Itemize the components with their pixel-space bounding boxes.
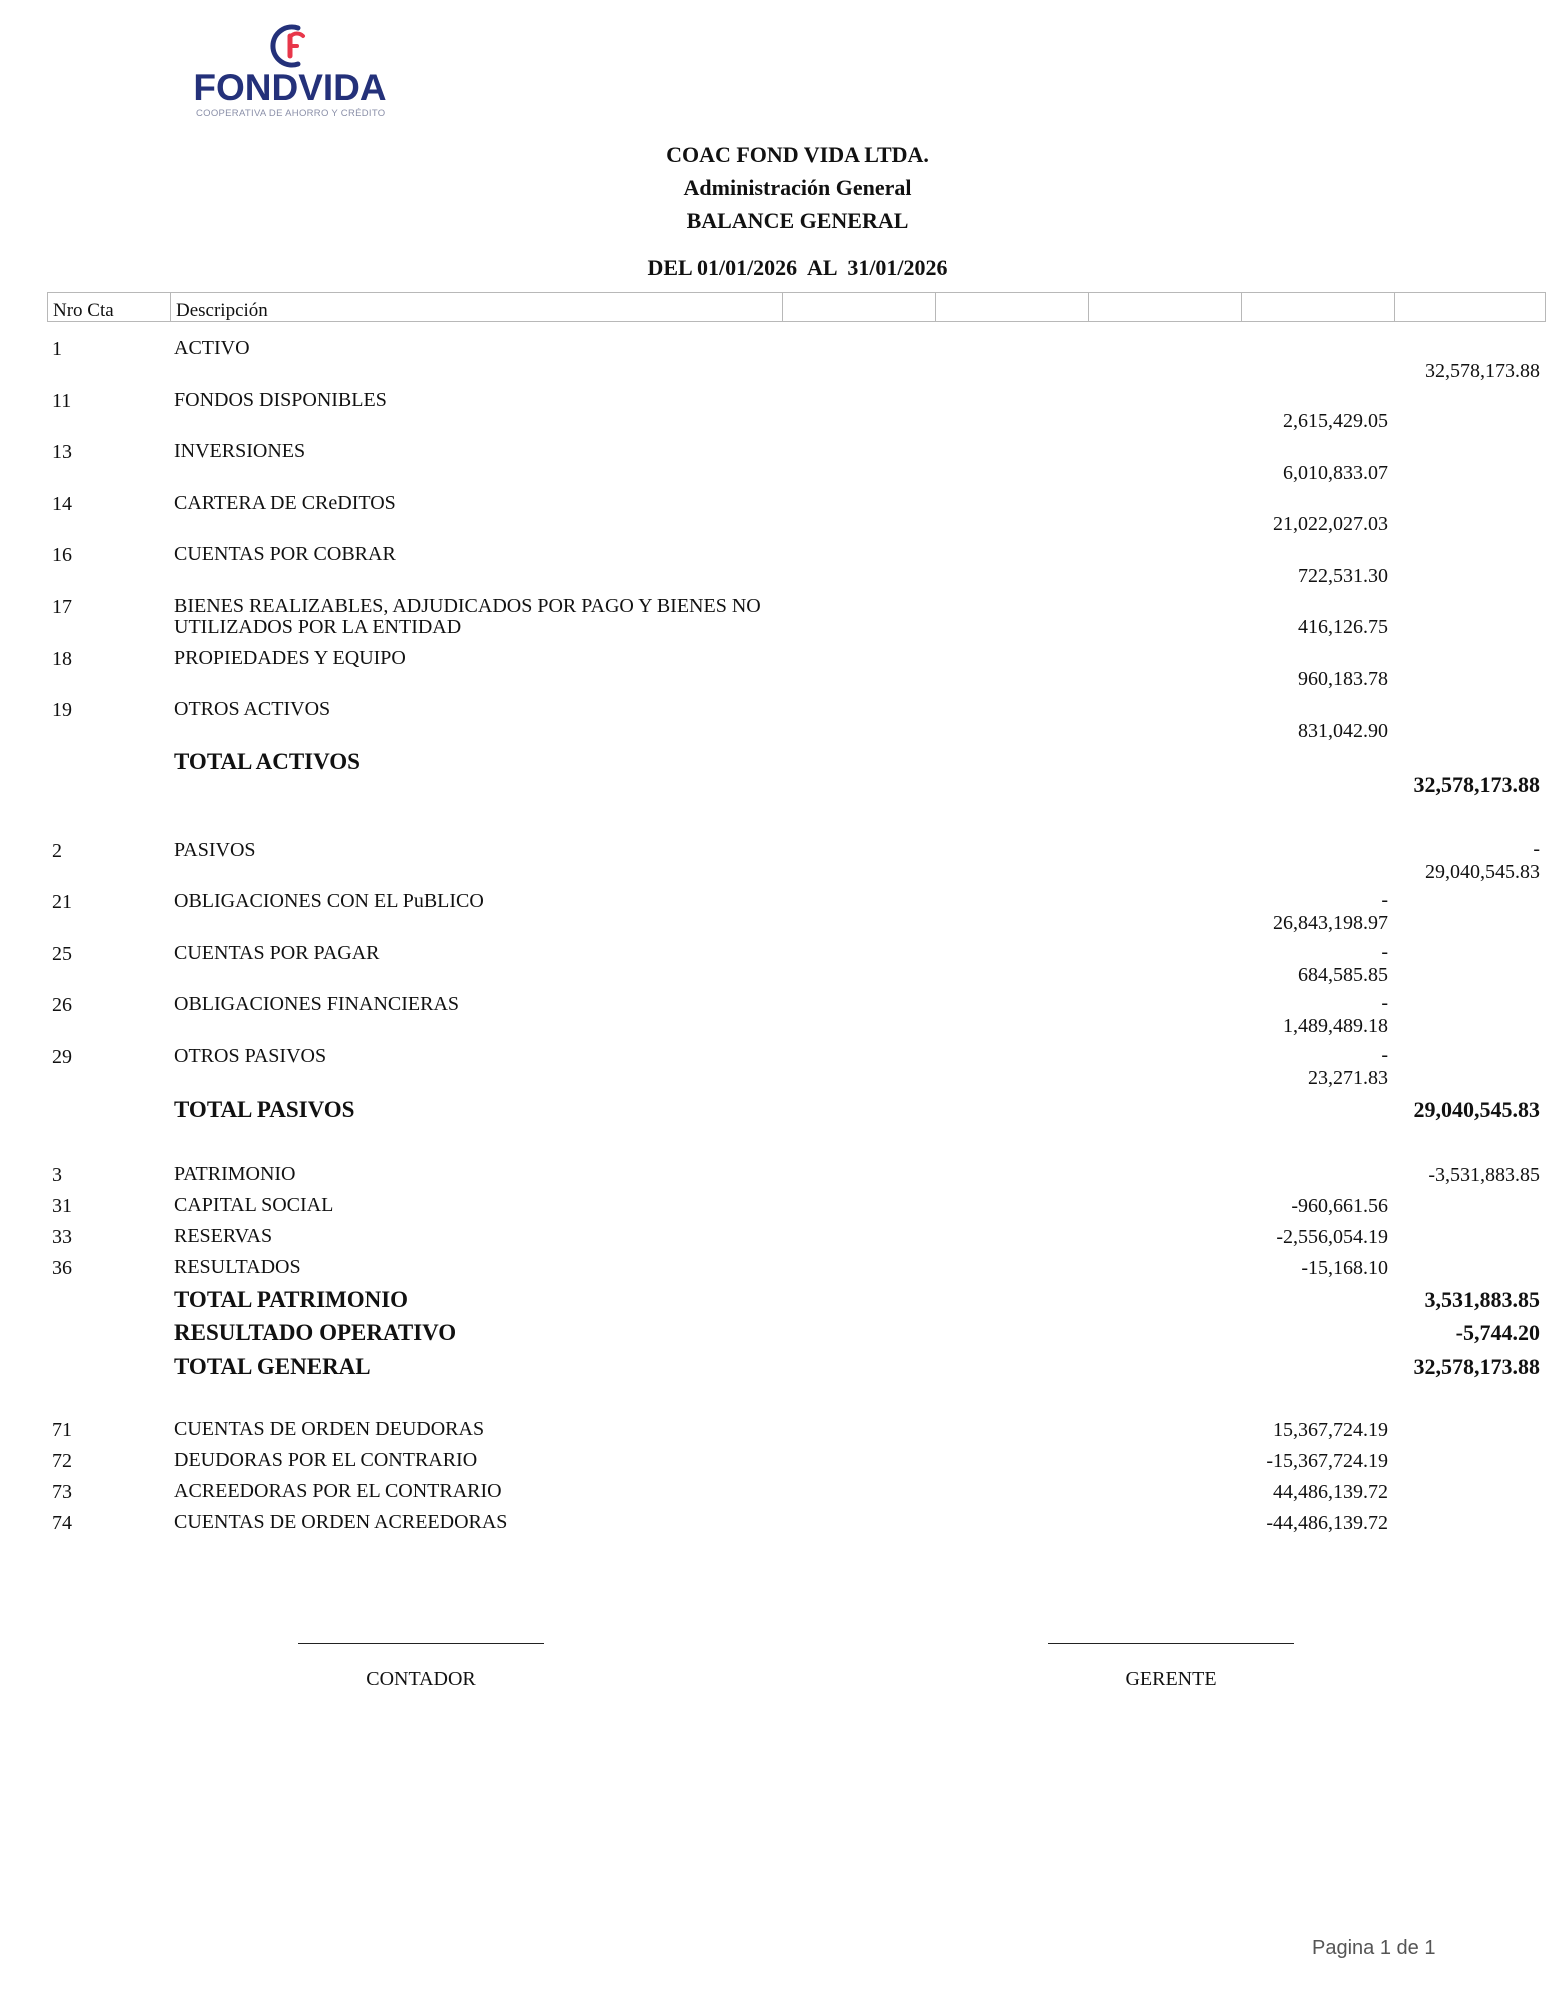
account-value: -15,367,724.19 — [1266, 1450, 1388, 1472]
account-number: 14 — [52, 493, 72, 515]
account-number: 11 — [52, 390, 72, 412]
department: Administración General — [683, 175, 912, 200]
account-description: OTROS PASIVOS — [174, 1045, 327, 1067]
account-value: 32,578,173.88 — [1425, 360, 1540, 382]
account-value: 15,367,724.19 — [1273, 1419, 1388, 1441]
account-description: CARTERA DE CReDITOS — [174, 492, 396, 514]
signature-label-contador: CONTADOR — [366, 1668, 476, 1690]
account-description: DEUDORAS POR EL CONTRARIO — [174, 1449, 478, 1471]
account-value: 1,489,489.18 — [1283, 1015, 1388, 1037]
account-number: 25 — [52, 943, 72, 965]
account-value: 44,486,139.72 — [1273, 1481, 1388, 1503]
negative-sign: - — [1381, 1044, 1388, 1066]
page-number: Pagina 1 de 1 — [1312, 1937, 1436, 1959]
account-number: 71 — [52, 1419, 72, 1441]
account-value: -2,556,054.19 — [1276, 1226, 1388, 1248]
column-descripcion: Descripción — [171, 293, 783, 321]
report-period: DEL 01/01/2026 AL 31/01/2026 — [647, 255, 948, 280]
account-description: PASIVOS — [174, 839, 256, 861]
column-empty — [936, 293, 1089, 321]
signature-label-gerente: GERENTE — [1125, 1668, 1217, 1690]
total-label: RESULTADO OPERATIVO — [174, 1320, 457, 1345]
account-value: -3,531,883.85 — [1428, 1164, 1540, 1186]
column-empty — [1089, 293, 1242, 321]
negative-sign: - — [1381, 992, 1388, 1014]
account-number: 33 — [52, 1226, 72, 1248]
total-value: 32,578,173.88 — [1413, 772, 1540, 797]
total-label: TOTAL GENERAL — [174, 1354, 371, 1379]
account-number: 18 — [52, 648, 72, 670]
account-value: 831,042.90 — [1298, 720, 1388, 742]
account-value: -15,168.10 — [1301, 1257, 1388, 1279]
total-value: 3,531,883.85 — [1424, 1287, 1540, 1312]
column-header — [47, 292, 1546, 322]
account-number: 29 — [52, 1046, 72, 1068]
account-description: ACREEDORAS POR EL CONTRARIO — [174, 1480, 502, 1502]
account-description: INVERSIONES — [174, 440, 306, 462]
account-description: CUENTAS POR PAGAR — [174, 942, 380, 964]
account-description: CAPITAL SOCIAL — [174, 1194, 334, 1216]
signature-line-gerente — [1048, 1643, 1294, 1644]
account-description: PATRIMONIO — [174, 1163, 296, 1185]
account-number: 3 — [52, 1164, 62, 1186]
account-value: 29,040,545.83 — [1425, 861, 1540, 883]
account-description: OBLIGACIONES FINANCIERAS — [174, 993, 460, 1015]
logo-brand: FONDVIDA — [193, 67, 387, 108]
account-value: 2,615,429.05 — [1283, 410, 1388, 432]
fondvida-logo-icon — [265, 22, 315, 70]
account-value: 21,022,027.03 — [1273, 513, 1388, 535]
account-description: FONDOS DISPONIBLES — [174, 389, 387, 411]
column-empty — [1242, 293, 1395, 321]
total-value: -5,744.20 — [1455, 1320, 1540, 1345]
account-value: 960,183.78 — [1298, 668, 1388, 690]
account-number: 19 — [52, 699, 72, 721]
account-value: 684,585.85 — [1298, 964, 1388, 986]
account-value: -44,486,139.72 — [1266, 1512, 1388, 1534]
account-number: 2 — [52, 840, 62, 862]
column-empty — [783, 293, 936, 321]
account-value: 26,843,198.97 — [1273, 912, 1388, 934]
account-number: 26 — [52, 994, 72, 1016]
account-number: 36 — [52, 1257, 72, 1279]
account-description: ACTIVO — [174, 337, 250, 359]
account-number: 31 — [52, 1195, 72, 1217]
account-description: CUENTAS POR COBRAR — [174, 543, 396, 565]
negative-sign: - — [1381, 941, 1388, 963]
account-description: CUENTAS DE ORDEN ACREEDORAS — [174, 1511, 508, 1533]
account-description: RESULTADOS — [174, 1256, 301, 1278]
account-description: OBLIGACIONES CON EL PuBLICO — [174, 890, 484, 912]
account-value: -960,661.56 — [1291, 1195, 1388, 1217]
account-number: 21 — [52, 891, 72, 913]
account-value: 6,010,833.07 — [1283, 462, 1388, 484]
column-empty — [1395, 293, 1546, 321]
total-value: 29,040,545.83 — [1413, 1097, 1540, 1122]
fondvida-logo — [190, 22, 390, 122]
account-number: 74 — [52, 1512, 72, 1534]
account-number: 13 — [52, 441, 72, 463]
account-number: 72 — [52, 1450, 72, 1472]
company-name: COAC FOND VIDA LTDA. — [666, 142, 929, 167]
account-value: 23,271.83 — [1308, 1067, 1388, 1089]
total-label: TOTAL PASIVOS — [174, 1097, 355, 1122]
report-title: BALANCE GENERAL — [686, 208, 909, 233]
negative-sign: - — [1381, 889, 1388, 911]
account-description: BIENES REALIZABLES, ADJUDICADOS POR PAGO Y BIENES NO UTILIZADOS POR LA ENTIDAD — [174, 595, 761, 638]
account-description: PROPIEDADES Y EQUIPO — [174, 647, 406, 669]
total-label: TOTAL ACTIVOS — [174, 749, 360, 774]
account-number: 73 — [52, 1481, 72, 1503]
account-description: RESERVAS — [174, 1225, 273, 1247]
logo-tagline: COOPERATIVA DE AHORRO Y CRÉDITO — [196, 108, 386, 119]
account-description: CUENTAS DE ORDEN DEUDORAS — [174, 1418, 485, 1440]
signature-line-contador — [298, 1643, 544, 1644]
total-value: 32,578,173.88 — [1413, 1354, 1540, 1379]
negative-sign: - — [1533, 838, 1540, 860]
total-label: TOTAL PATRIMONIO — [174, 1287, 409, 1312]
column-nro-cta: Nro Cta — [48, 293, 171, 321]
account-value: 416,126.75 — [1298, 616, 1388, 638]
account-number: 16 — [52, 544, 72, 566]
account-value: 722,531.30 — [1298, 565, 1388, 587]
account-number: 17 — [52, 596, 72, 618]
account-description: OTROS ACTIVOS — [174, 698, 331, 720]
account-number: 1 — [52, 338, 62, 360]
